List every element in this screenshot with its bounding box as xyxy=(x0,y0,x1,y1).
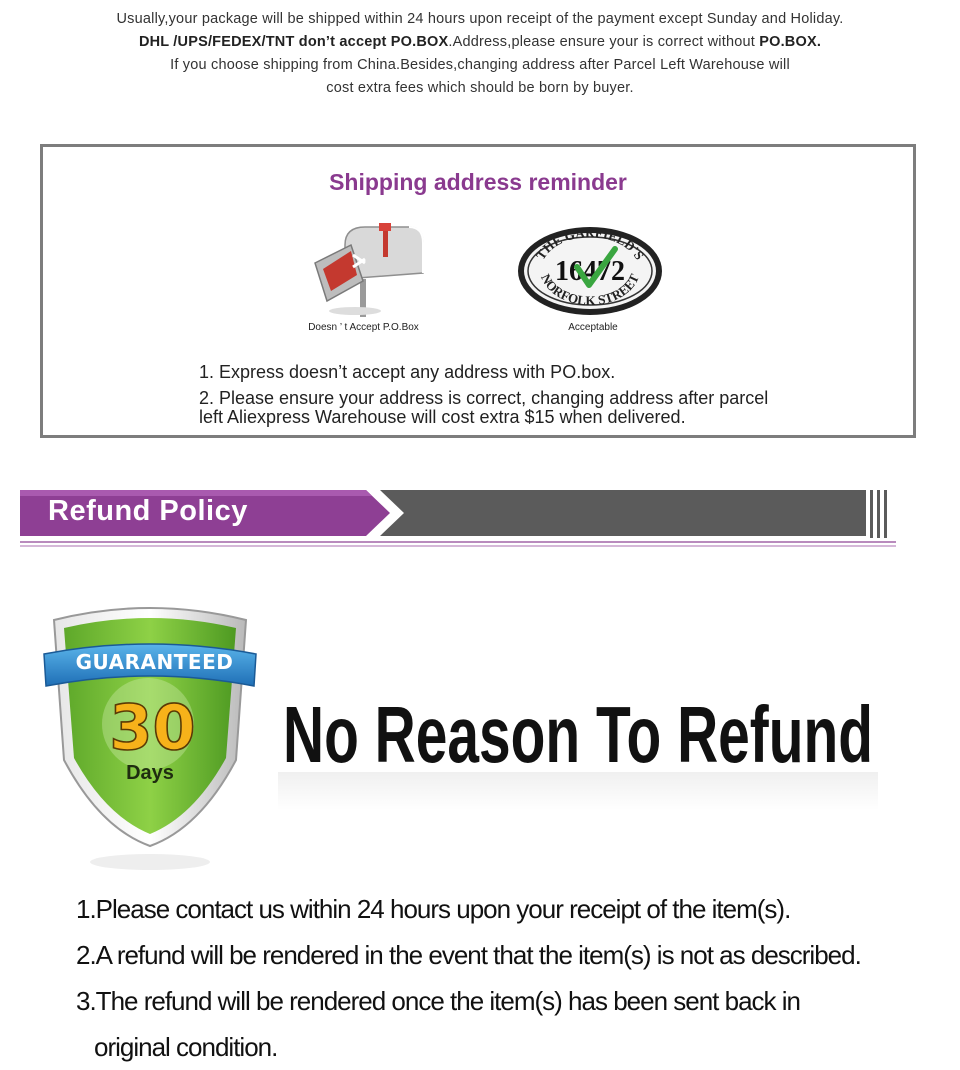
notice-line-2 xyxy=(0,31,960,54)
reminder-title: Shipping address reminder xyxy=(329,169,627,195)
reminder-rule-1: 1. Express doesn’t accept any address with PO.box. xyxy=(199,362,616,382)
reminder-rules xyxy=(199,363,859,427)
refund-term-1: 1.Please contact us within 24 hours upon your receipt of the item(s). xyxy=(76,894,791,924)
shipping-address-reminder xyxy=(40,144,916,438)
address-sign-icon xyxy=(515,223,665,317)
refund-policy-title: Refund Policy xyxy=(48,495,248,527)
mailbox-caption: Doesn ’ t Accept P.O.Box xyxy=(308,322,419,333)
sign-top-text: THE GARFIELD'S xyxy=(532,224,648,263)
refund-term-3-continued: original condition. xyxy=(94,1032,278,1062)
mailbox-icon xyxy=(305,223,429,317)
notice-line-3: If you choose shipping from China.Besides,changing address after Parcel Left Warehouse will xyxy=(170,57,790,73)
shipping-notice xyxy=(0,8,960,100)
notice-line-4: cost extra fees which should be born by buyer. xyxy=(326,80,634,96)
refund-term-3: 3.The refund will be rendered once the item(s) has been sent back in xyxy=(76,986,801,1016)
badge-guaranteed: GUARANTEED xyxy=(75,650,234,674)
acceptable-caption: Acceptable xyxy=(568,322,618,333)
refund-term-2: 2.A refund will be rendered in the event that the item(s) is not as described. xyxy=(76,940,861,970)
notice-carriers: DHL /UPS/FEDEX/TNT don’t accept PO.BOX xyxy=(138,34,449,50)
reminder-rule-2a: 2. Please ensure your address is correct, changing address after parcel xyxy=(199,388,769,408)
badge-number: 30 xyxy=(109,691,196,764)
sign-number: 16472 xyxy=(555,256,625,287)
headline-text: No Reason To Refund xyxy=(283,694,873,776)
headline xyxy=(278,694,878,776)
notice-line-1: Usually,your package will be shipped within 24 hours upon receipt of the payment except Sunday and Holiday. xyxy=(116,11,844,27)
reminder-rule-2b: left Aliexpress Warehouse will cost extra $15 when delivered. xyxy=(199,407,686,427)
headline-reflection xyxy=(278,772,878,810)
sign-bottom-text: NORFOLK STREET xyxy=(538,271,642,309)
notice-pobox: PO.BOX. xyxy=(759,34,822,50)
notice-address-text: .Address,please ensure your is correct without xyxy=(448,34,760,50)
refund-terms xyxy=(76,886,936,1070)
badge-days: Days xyxy=(126,762,174,784)
